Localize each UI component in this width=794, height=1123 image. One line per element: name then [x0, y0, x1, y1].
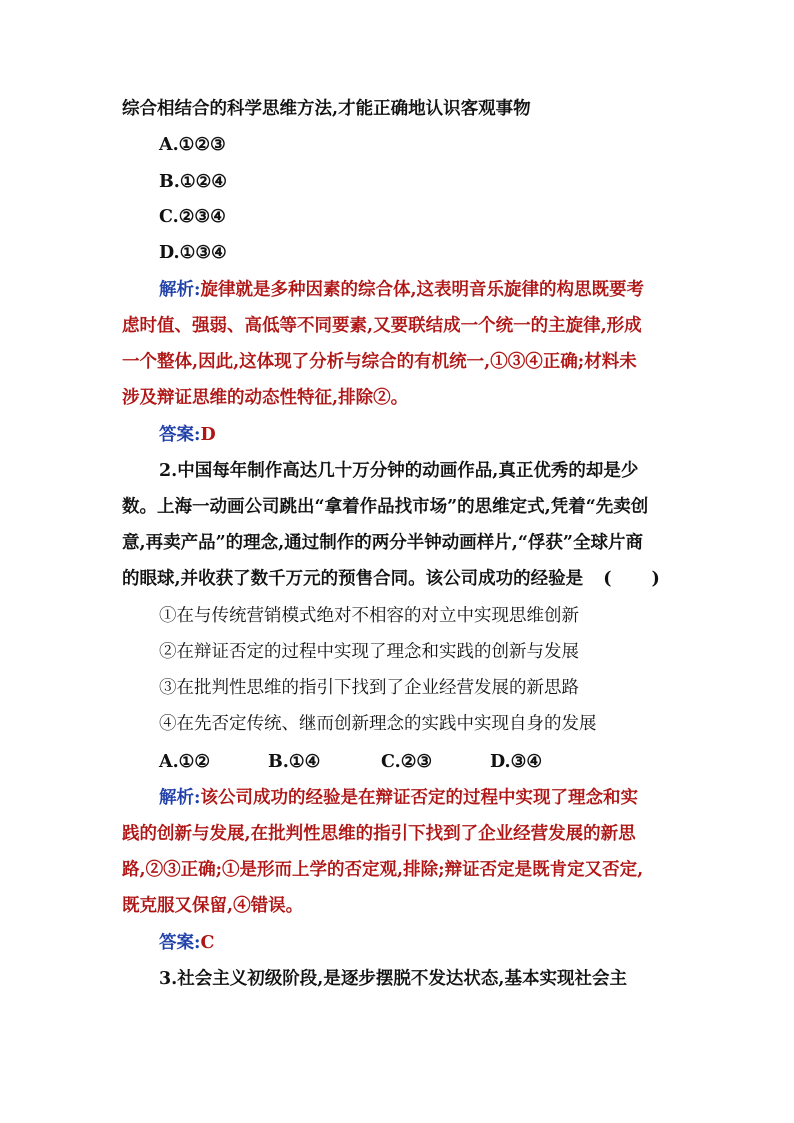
q2-statement-2: ②在辩证否定的过程中实现了理念和实践的创新与发展 — [159, 642, 579, 662]
q2-option-d: D.③④ — [490, 752, 543, 772]
q1-option-b: B.①②④ — [159, 172, 227, 192]
q1-option-d: D.①③④ — [159, 243, 227, 263]
q2-analysis-line-4: 既克服又保留,④错误。 — [122, 896, 304, 916]
q2-analysis-line-2: 践的创新与发展,在批判性思维的指引下找到了企业经营发展的新思 — [122, 824, 636, 844]
q2-statement-1: ①在与传统营销模式绝对不相容的对立中实现思维创新 — [159, 606, 579, 626]
q1-analysis-line-2: 虑时值、强弱、高低等不同要素,又要联结成一个统一的主旋律,形成 — [122, 316, 642, 336]
q1-stem-tail: 综合相结合的科学思维方法,才能正确地认识客观事物 — [122, 99, 531, 119]
q3-stem-line-1: 3.社会主义初级阶段,是逐步摆脱不发达状态,基本实现社会主 — [159, 969, 627, 989]
q1-analysis-line-3: 一个整体,因此,这体现了分析与综合的有机统一,①③④正确;材料未 — [122, 352, 637, 372]
q1-option-c: C.②③④ — [159, 207, 226, 227]
q1-answer-value: D — [200, 425, 216, 445]
q2-analysis-line-1: 解析:该公司成功的经验是在辩证否定的过程中实现了理念和实 — [159, 788, 638, 808]
q2-stem-line-1: 2.中国每年制作高达几十万分钟的动画作品,真正优秀的却是少 — [159, 461, 639, 481]
q2-stem-line-3: 意,再卖产品”的理念,通过制作的两分半钟动画样片,“俘获”全球片商 — [122, 533, 643, 553]
q2-statement-4: ④在先否定传统、继而创新理念的实践中实现自身的发展 — [159, 714, 597, 734]
q1-analysis-line-4: 涉及辩证思维的动态性特征,排除②。 — [122, 388, 409, 408]
q2-answer — [159, 931, 214, 955]
q2-option-a: A.①② — [159, 752, 211, 772]
q2-option-b: B.①④ — [268, 752, 321, 772]
q1-answer-label: 答案: — [159, 425, 201, 445]
q2-statement-3: ③在批判性思维的指引下找到了企业经营发展的新思路 — [159, 678, 579, 698]
q2-answer-label: 答案: — [159, 933, 201, 953]
q2-stem-line-2: 数。上海一动画公司跳出“拿着作品找市场”的思维定式,凭着“先卖创 — [122, 497, 649, 517]
q2-analysis-line-3: 路,②③正确;①是形而上学的否定观,排除;辩证否定是既肯定又否定, — [122, 860, 644, 880]
answer-paren-open: ( — [603, 569, 612, 589]
q1-analysis-label: 解析: — [159, 280, 201, 300]
q1-analysis-line-1: 解析:旋律就是多种因素的综合体,这表明音乐旋律的构思既要考 — [159, 280, 645, 300]
q2-stem-line-4: 的眼球,并收获了数千万元的预售合同。该公司成功的经验是 ( ) — [122, 569, 660, 589]
answer-paren-close: ) — [651, 569, 660, 589]
q2-answer-value: C — [200, 933, 215, 953]
q2-analysis-label: 解析: — [159, 788, 201, 808]
q2-option-c: C.②③ — [381, 752, 433, 772]
q1-answer — [159, 423, 216, 447]
q1-option-a: A.①②③ — [159, 135, 226, 155]
